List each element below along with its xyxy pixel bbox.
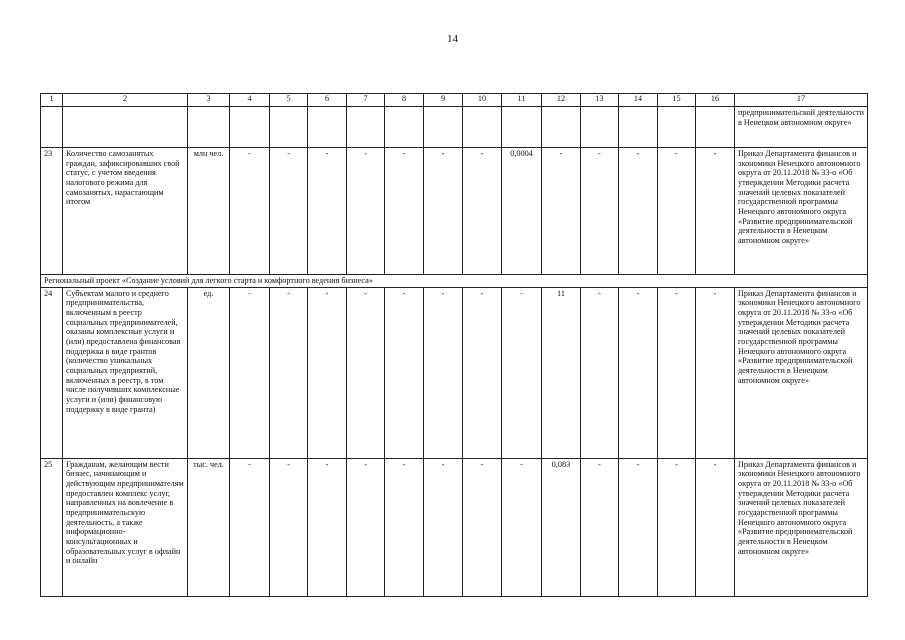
table-row xyxy=(41,458,868,596)
header-cell: 3 xyxy=(188,94,230,107)
cell xyxy=(658,107,696,148)
indicator-name: Субъектам малого и среднего предпринимательства, включенным в реестр социальных предпринимателей, оказаны комплексные услуги и (или) предоставлена финансовая поддержка в виде грантов (количество уникальных социальных предприятий, включенных в реестр, в том числе получивших комплексные услуги и (или) финансовую поддержку в виде гранта) xyxy=(63,287,188,458)
header-cell: 9 xyxy=(424,94,463,107)
indicators-table xyxy=(40,93,868,597)
value-cell: - xyxy=(542,148,581,275)
page-number: 14 xyxy=(447,33,458,45)
cell xyxy=(424,107,463,148)
cell xyxy=(63,107,188,148)
value-cell: - xyxy=(230,148,270,275)
row-number: 24 xyxy=(41,287,63,458)
value-cell: - xyxy=(658,287,696,458)
value-cell: - xyxy=(619,287,658,458)
value-cell: - xyxy=(463,287,502,458)
value-cell: 11 xyxy=(542,287,581,458)
header-cell: 13 xyxy=(581,94,619,107)
cell xyxy=(41,107,63,148)
value-cell: - xyxy=(696,287,735,458)
value-cell: - xyxy=(270,148,308,275)
cell xyxy=(696,107,735,148)
value-cell: - xyxy=(270,458,308,596)
unit-cell: млн чел. xyxy=(188,148,230,275)
source-cell: Приказ Департамента финансов и экономики Ненецкого автономного округа от 20.11.2018 № 33-о «Об утверждении Методики расчета значений целевых показателей государственной программы Ненецкого автономного округа «Развитие предпринимательской деятельности в Ненецком автономном округе» xyxy=(735,458,868,596)
value-cell: - xyxy=(424,287,463,458)
header-cell: 7 xyxy=(347,94,385,107)
cell xyxy=(308,107,347,148)
section-title: Региональный проект «Создание условий для легкого старта и комфортного ведения бизнеса» xyxy=(41,275,868,288)
value-cell: - xyxy=(270,287,308,458)
cell xyxy=(542,107,581,148)
value-cell: - xyxy=(502,287,542,458)
value-cell: - xyxy=(581,287,619,458)
value-cell: 0,0004 xyxy=(502,148,542,275)
value-cell: - xyxy=(308,458,347,596)
indicator-name: Количество самозанятых граждан, зафиксировавших свой статус, с учетом введения налогового режима для самозанятых, нарастающим итогом xyxy=(63,148,188,275)
cell xyxy=(188,107,230,148)
cell xyxy=(619,107,658,148)
continuation-row xyxy=(41,107,868,148)
header-cell: 5 xyxy=(270,94,308,107)
value-cell: - xyxy=(619,148,658,275)
row-number: 23 xyxy=(41,148,63,275)
value-cell: - xyxy=(385,458,424,596)
cell xyxy=(502,107,542,148)
value-cell: - xyxy=(385,287,424,458)
cell xyxy=(463,107,502,148)
header-cell: 1 xyxy=(41,94,63,107)
cell xyxy=(385,107,424,148)
header-cell: 16 xyxy=(696,94,735,107)
value-cell: - xyxy=(658,148,696,275)
source-cell: предпринимательской деятельности в Ненецком автономном округе» xyxy=(735,107,868,148)
header-cell: 17 xyxy=(735,94,868,107)
unit-cell: тыс. чел. xyxy=(188,458,230,596)
cell xyxy=(270,107,308,148)
value-cell: - xyxy=(347,458,385,596)
cell xyxy=(230,107,270,148)
header-cell: 8 xyxy=(385,94,424,107)
indicator-name: Гражданам, желающим вести бизнес, начинающим и действующим предпринимателям предоставлен комплекс услуг, направленных на вовлечение в предпринимательскую деятельность, а также информационно-консультационных и образовательных услуг в офлайн и онлайн xyxy=(63,458,188,596)
value-cell: - xyxy=(619,458,658,596)
header-cell: 10 xyxy=(463,94,502,107)
header-row xyxy=(41,94,868,107)
value-cell: - xyxy=(424,458,463,596)
unit-cell: ед. xyxy=(188,287,230,458)
value-cell: - xyxy=(308,148,347,275)
header-cell: 4 xyxy=(230,94,270,107)
value-cell: 0,083 xyxy=(542,458,581,596)
value-cell: - xyxy=(581,148,619,275)
source-cell: Приказ Департамента финансов и экономики Ненецкого автономного округа от 20.11.2018 № 33-о «Об утверждении Методики расчета значений целевых показателей государственной программы Ненецкого автономного округа «Развитие предпринимательской деятельности в Ненецком автономном округе» xyxy=(735,287,868,458)
value-cell: - xyxy=(347,287,385,458)
value-cell: - xyxy=(230,458,270,596)
value-cell: - xyxy=(385,148,424,275)
header-cell: 11 xyxy=(502,94,542,107)
table-row xyxy=(41,287,868,458)
value-cell: - xyxy=(424,148,463,275)
source-cell: Приказ Департамента финансов и экономики Ненецкого автономного округа от 20.11.2018 № 33-о «Об утверждении Методики расчета значений целевых показателей государственной программы Ненецкого автономного округа «Развитие предпринимательской деятельности в Ненецком автономном округе» xyxy=(735,148,868,275)
header-cell: 12 xyxy=(542,94,581,107)
value-cell: - xyxy=(502,458,542,596)
value-cell: - xyxy=(463,458,502,596)
value-cell: - xyxy=(658,458,696,596)
cell xyxy=(581,107,619,148)
value-cell: - xyxy=(581,458,619,596)
row-number: 25 xyxy=(41,458,63,596)
value-cell: - xyxy=(696,148,735,275)
value-cell: - xyxy=(230,287,270,458)
value-cell: - xyxy=(347,148,385,275)
header-cell: 14 xyxy=(619,94,658,107)
header-cell: 2 xyxy=(63,94,188,107)
section-row xyxy=(41,275,868,288)
header-cell: 6 xyxy=(308,94,347,107)
value-cell: - xyxy=(696,458,735,596)
header-cell: 15 xyxy=(658,94,696,107)
table-row xyxy=(41,148,868,275)
value-cell: - xyxy=(308,287,347,458)
cell xyxy=(347,107,385,148)
value-cell: - xyxy=(463,148,502,275)
